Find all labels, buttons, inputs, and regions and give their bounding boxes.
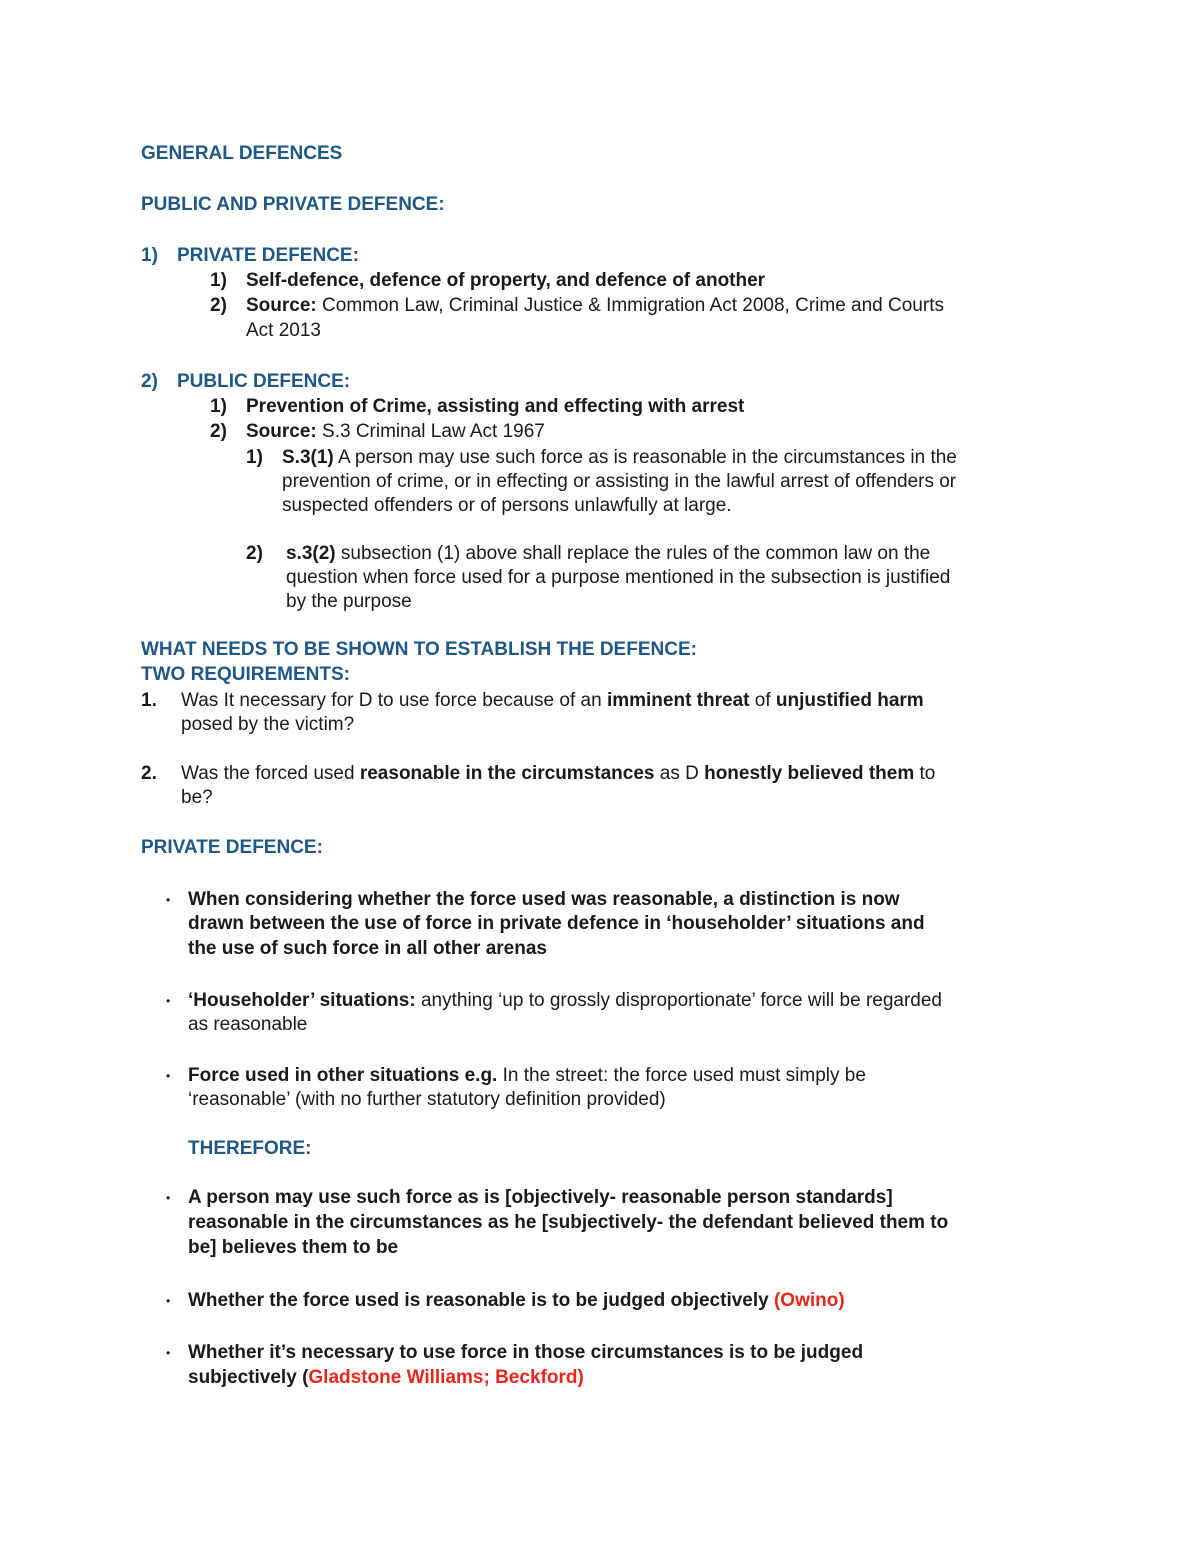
requirement-item: Was It necessary for D to use force because of an imminent threat of unjustified harm [181, 690, 924, 711]
requirement-continuation: posed by the victim? [181, 714, 355, 735]
requirement-number: 1. [141, 690, 157, 711]
requirement-item: Was the forced used reasonable in the circumstances as D honestly believed them to [181, 763, 936, 784]
section-1-number: 1) [141, 245, 158, 266]
case-citation: Gladstone Williams; Beckford) [308, 1367, 584, 1388]
sub-list-item: S.3(1) A person may use such force as is reasonable in the circumstances in the [282, 447, 957, 468]
bullet-item: ‘Householder’ situations: anything ‘up to grossly disproportionate’ force will be regarded [188, 990, 943, 1011]
bullet: • [166, 893, 171, 907]
list-item-continuation: Act 2013 [246, 320, 321, 341]
list-number: 1) [210, 270, 227, 291]
list-item: Prevention of Crime, assisting and effecting with arrest [246, 396, 745, 417]
sub-list-continuation: question when force used for a purpose mentioned in the subsection is justified [286, 567, 951, 588]
bullet: • [166, 1346, 171, 1360]
bullet-continuation: reasonable in the circumstances as he [subjectively- the defendant believed them to [188, 1212, 949, 1233]
requirements-heading: WHAT NEEDS TO BE SHOWN TO ESTABLISH THE DEFENCE: [141, 639, 697, 660]
sub-list-number: 2) [246, 543, 263, 564]
requirement-continuation: be? [181, 787, 213, 808]
bullet-continuation: be] believes them to be [188, 1237, 399, 1258]
sub-list-number: 1) [246, 447, 263, 468]
private-defence-subheading: PRIVATE DEFENCE: [141, 837, 323, 858]
bullet-item: When considering whether the force used was reasonable, a distinction is now [188, 889, 900, 910]
sub-list-item: s.3(2) subsection (1) above shall replace the rules of the common law on the [286, 543, 931, 564]
sub-list-continuation: suspected offenders or of persons unlawfully at large. [282, 495, 732, 516]
list-item: Self-defence, defence of property, and defence of another [246, 270, 766, 291]
bullet: • [166, 1191, 171, 1205]
bullet-continuation: ‘reasonable’ (with no further statutory definition provided) [188, 1089, 666, 1110]
bullet-continuation: subjectively (Gladstone Williams; Beckford) [188, 1367, 584, 1388]
section-2-number: 2) [141, 371, 158, 392]
bullet-continuation: the use of such force in all other arenas [188, 938, 547, 959]
list-number: 1) [210, 396, 227, 417]
case-citation: (Owino) [773, 1290, 845, 1311]
list-item: Source: Common Law, Criminal Justice & Immigration Act 2008, Crime and Courts [246, 295, 944, 316]
public-defence-heading: PUBLIC DEFENCE: [177, 371, 351, 392]
sub-list-continuation: by the purpose [286, 591, 412, 612]
section-heading: PUBLIC AND PRIVATE DEFENCE: [141, 194, 445, 215]
list-number: 2) [210, 295, 227, 316]
list-item: Source: S.3 Criminal Law Act 1967 [246, 421, 545, 442]
therefore-heading: THEREFORE: [188, 1138, 312, 1159]
bullet: • [166, 994, 171, 1008]
bullet-continuation: drawn between the use of force in private defence in ‘householder’ situations and [188, 913, 925, 934]
list-number: 2) [210, 421, 227, 442]
bullet-item: Whether the force used is reasonable is to be judged objectively (Owino) [188, 1290, 845, 1311]
bullet-continuation: as reasonable [188, 1014, 308, 1035]
requirement-number: 2. [141, 763, 157, 784]
bullet-item: Whether it’s necessary to use force in those circumstances is to be judged [188, 1342, 864, 1363]
bullet: • [166, 1294, 171, 1308]
two-requirements-heading: TWO REQUIREMENTS: [141, 664, 350, 685]
bullet-item: A person may use such force as is [objectively- reasonable person standards] [188, 1187, 893, 1208]
bullet-item: Force used in other situations e.g. In the street: the force used must simply be [188, 1065, 866, 1086]
document-title: GENERAL DEFENCES [141, 143, 343, 164]
sub-list-continuation: prevention of crime, or in effecting or assisting in the lawful arrest of offenders or [282, 471, 957, 492]
private-defence-heading: PRIVATE DEFENCE: [177, 245, 359, 266]
bullet: • [166, 1069, 171, 1083]
